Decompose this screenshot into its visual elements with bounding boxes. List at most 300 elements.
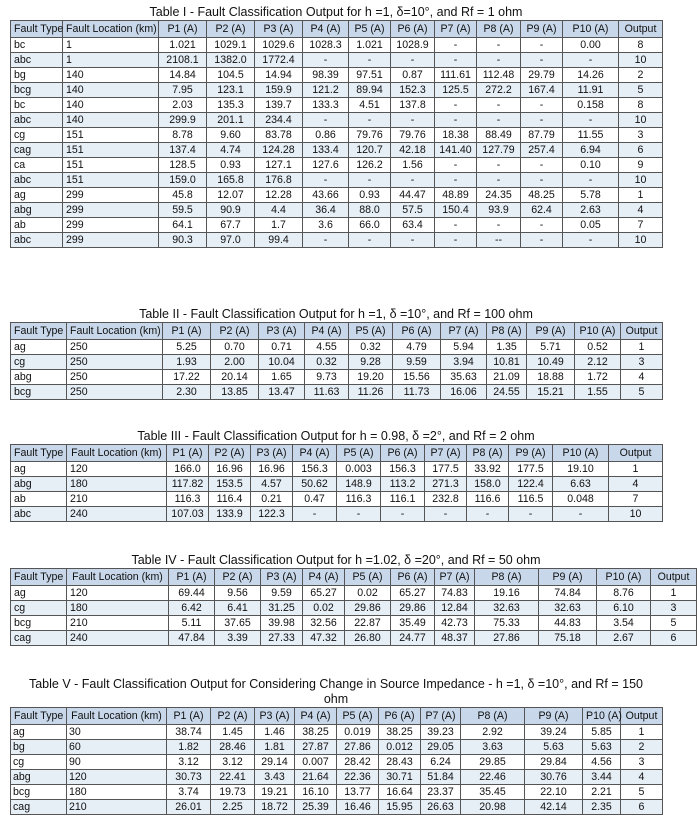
value-cell: - bbox=[435, 233, 477, 248]
output-cell: 6 bbox=[651, 631, 697, 646]
value-cell: 9.73 bbox=[305, 370, 349, 385]
fault-location-cell: 180 bbox=[67, 601, 169, 616]
value-cell: 116.1 bbox=[381, 492, 425, 507]
value-cell: - bbox=[435, 53, 477, 68]
table-row bbox=[11, 770, 663, 785]
value-cell: 22.10 bbox=[525, 785, 583, 800]
column-header: P1 (A) bbox=[167, 445, 209, 462]
column-header: P4 (A) bbox=[295, 708, 337, 725]
value-cell: 89.94 bbox=[349, 83, 391, 98]
fault-type-cell: cg bbox=[11, 128, 63, 143]
column-header: Fault Location (km) bbox=[67, 323, 163, 340]
value-cell: 38.25 bbox=[295, 725, 337, 740]
value-cell: - bbox=[435, 158, 477, 173]
value-cell: 44.83 bbox=[539, 616, 597, 631]
fault-location-cell: 250 bbox=[67, 355, 163, 370]
value-cell: 19.73 bbox=[211, 785, 255, 800]
value-cell: 6.94 bbox=[563, 143, 619, 158]
value-cell: 3.54 bbox=[597, 616, 651, 631]
value-cell: 158.0 bbox=[467, 477, 509, 492]
column-header: P5 (A) bbox=[349, 323, 393, 340]
value-cell: 271.3 bbox=[425, 477, 467, 492]
value-cell: 153.5 bbox=[209, 477, 251, 492]
value-cell: - bbox=[521, 218, 563, 233]
column-header: P5 (A) bbox=[337, 445, 381, 462]
value-cell: - bbox=[509, 507, 553, 522]
output-cell: 8 bbox=[619, 98, 663, 113]
fault-location-cell: 30 bbox=[67, 725, 167, 740]
value-cell: 90.3 bbox=[159, 233, 207, 248]
value-cell: 121.2 bbox=[303, 83, 349, 98]
value-cell: - bbox=[303, 173, 349, 188]
output-cell: 1 bbox=[621, 340, 663, 355]
value-cell: 30.71 bbox=[379, 770, 421, 785]
value-cell: 232.8 bbox=[425, 492, 467, 507]
value-cell: 4.56 bbox=[583, 755, 621, 770]
value-cell: 1.93 bbox=[163, 355, 211, 370]
value-cell: - bbox=[477, 113, 521, 128]
value-cell: 167.4 bbox=[521, 83, 563, 98]
column-header: P6 (A) bbox=[391, 21, 435, 38]
value-cell: 11.63 bbox=[305, 385, 349, 400]
value-cell: 29.14 bbox=[255, 755, 295, 770]
column-header: Fault Location (km) bbox=[67, 445, 167, 462]
value-cell: 8.76 bbox=[597, 586, 651, 601]
value-cell: 1029.6 bbox=[255, 38, 303, 53]
value-cell: - bbox=[303, 113, 349, 128]
value-cell: 24.35 bbox=[477, 188, 521, 203]
value-cell: - bbox=[477, 158, 521, 173]
value-cell: - bbox=[563, 53, 619, 68]
table-3-body bbox=[11, 462, 663, 522]
table-5-caption: Table V - Fault Classification Output for Considering Change in Source Impedance - h =1, δ =10°, and Rf = 150 ohm bbox=[28, 677, 644, 706]
output-cell: 1 bbox=[621, 725, 663, 740]
value-cell: - bbox=[521, 158, 563, 173]
fault-type-cell: cg bbox=[11, 755, 67, 770]
value-cell: 0.93 bbox=[207, 158, 255, 173]
output-cell: 4 bbox=[621, 770, 663, 785]
value-cell: 2.30 bbox=[163, 385, 211, 400]
table-1-block bbox=[10, 5, 662, 248]
fault-location-cell: 240 bbox=[67, 631, 169, 646]
value-cell: 10.49 bbox=[527, 355, 575, 370]
value-cell: 35.49 bbox=[391, 616, 435, 631]
table-row bbox=[11, 83, 663, 98]
table-row bbox=[11, 586, 697, 601]
value-cell: 47.32 bbox=[303, 631, 345, 646]
value-cell: 0.52 bbox=[575, 340, 621, 355]
column-header: P6 (A) bbox=[381, 445, 425, 462]
value-cell: - bbox=[477, 218, 521, 233]
fault-location-cell: 120 bbox=[67, 586, 169, 601]
column-header: P7 (A) bbox=[421, 708, 461, 725]
value-cell: 137.4 bbox=[159, 143, 207, 158]
value-cell: 159.0 bbox=[159, 173, 207, 188]
column-header: P2 (A) bbox=[211, 708, 255, 725]
value-cell: 137.8 bbox=[391, 98, 435, 113]
value-cell: 156.3 bbox=[381, 462, 425, 477]
fault-type-cell: bcg bbox=[11, 785, 67, 800]
value-cell: 29.86 bbox=[391, 601, 435, 616]
value-cell: 139.7 bbox=[255, 98, 303, 113]
value-cell: 10.04 bbox=[259, 355, 305, 370]
value-cell: 27.86 bbox=[475, 631, 539, 646]
value-cell: - bbox=[467, 507, 509, 522]
value-cell: 6.63 bbox=[553, 477, 609, 492]
value-cell: 3.6 bbox=[303, 218, 349, 233]
value-cell: 2.21 bbox=[583, 785, 621, 800]
value-cell: 7.95 bbox=[159, 83, 207, 98]
value-cell: - bbox=[477, 38, 521, 53]
value-cell: 24.77 bbox=[391, 631, 435, 646]
value-cell: 48.25 bbox=[521, 188, 563, 203]
value-cell: 116.3 bbox=[337, 492, 381, 507]
value-cell: - bbox=[435, 173, 477, 188]
table-row bbox=[11, 370, 663, 385]
table-row bbox=[11, 158, 663, 173]
value-cell: 63.4 bbox=[391, 218, 435, 233]
fault-location-cell: 151 bbox=[63, 173, 159, 188]
value-cell: 0.019 bbox=[337, 725, 379, 740]
column-header: P10 (A) bbox=[563, 21, 619, 38]
value-cell: 126.2 bbox=[349, 158, 391, 173]
fault-type-cell: cg bbox=[11, 601, 67, 616]
table-4-body bbox=[11, 586, 697, 646]
table-row bbox=[11, 233, 663, 248]
value-cell: 0.87 bbox=[391, 68, 435, 83]
table-5-body bbox=[11, 725, 663, 815]
value-cell: 14.84 bbox=[159, 68, 207, 83]
value-cell: - bbox=[563, 233, 619, 248]
table-row bbox=[11, 601, 697, 616]
value-cell: 3.63 bbox=[461, 740, 525, 755]
fault-type-cell: abc bbox=[11, 233, 63, 248]
value-cell: 19.20 bbox=[349, 370, 393, 385]
column-header: Fault Location (km) bbox=[67, 708, 167, 725]
value-cell: 156.3 bbox=[293, 462, 337, 477]
value-cell: 2.00 bbox=[211, 355, 259, 370]
output-cell: 1 bbox=[609, 462, 663, 477]
value-cell: 16.64 bbox=[379, 785, 421, 800]
table-row bbox=[11, 188, 663, 203]
value-cell: 27.86 bbox=[337, 740, 379, 755]
value-cell: 1772.4 bbox=[255, 53, 303, 68]
value-cell: 36.4 bbox=[303, 203, 349, 218]
column-header: Fault Type bbox=[11, 708, 67, 725]
output-cell: 5 bbox=[619, 83, 663, 98]
value-cell: 5.25 bbox=[163, 340, 211, 355]
value-cell: 75.33 bbox=[475, 616, 539, 631]
table-row bbox=[11, 143, 663, 158]
value-cell: 176.8 bbox=[255, 173, 303, 188]
table-row bbox=[11, 98, 663, 113]
table-1-caption: Table I - Fault Classification Output for h =1, δ=10°, and Rf = 1 ohm bbox=[149, 5, 523, 19]
value-cell: 33.92 bbox=[467, 462, 509, 477]
value-cell: 0.02 bbox=[303, 601, 345, 616]
value-cell: 112.48 bbox=[477, 68, 521, 83]
value-cell: 6.24 bbox=[421, 755, 461, 770]
output-cell: 2 bbox=[621, 740, 663, 755]
column-header: P1 (A) bbox=[159, 21, 207, 38]
value-cell: 148.9 bbox=[337, 477, 381, 492]
value-cell: - bbox=[521, 113, 563, 128]
value-cell: - bbox=[435, 98, 477, 113]
value-cell: 18.72 bbox=[255, 800, 295, 815]
column-header: P2 (A) bbox=[207, 21, 255, 38]
value-cell: 1.45 bbox=[211, 725, 255, 740]
value-cell: 23.37 bbox=[421, 785, 461, 800]
fault-type-cell: bg bbox=[11, 68, 63, 83]
value-cell: 38.74 bbox=[167, 725, 211, 740]
output-cell: 3 bbox=[621, 755, 663, 770]
value-cell: 28.43 bbox=[379, 755, 421, 770]
fault-location-cell: 180 bbox=[67, 785, 167, 800]
value-cell: 14.26 bbox=[563, 68, 619, 83]
output-cell: 7 bbox=[609, 492, 663, 507]
value-cell: 0.02 bbox=[345, 586, 391, 601]
value-cell: 11.91 bbox=[563, 83, 619, 98]
value-cell: 6.10 bbox=[597, 601, 651, 616]
value-cell: 1.46 bbox=[255, 725, 295, 740]
value-cell: - bbox=[391, 53, 435, 68]
value-cell: 16.96 bbox=[209, 462, 251, 477]
output-cell: 6 bbox=[621, 800, 663, 815]
value-cell: 122.3 bbox=[251, 507, 293, 522]
column-header: P8 (A) bbox=[475, 569, 539, 586]
table-row bbox=[11, 725, 663, 740]
fault-type-cell: bc bbox=[11, 98, 63, 113]
value-cell: 123.1 bbox=[207, 83, 255, 98]
value-cell: 74.84 bbox=[539, 586, 597, 601]
value-cell: 1.65 bbox=[259, 370, 305, 385]
value-cell: 6.41 bbox=[215, 601, 261, 616]
column-header: P3 (A) bbox=[251, 445, 293, 462]
column-header: P6 (A) bbox=[379, 708, 421, 725]
value-cell: 26.63 bbox=[421, 800, 461, 815]
value-cell: 98.39 bbox=[303, 68, 349, 83]
column-header: Output bbox=[619, 21, 663, 38]
value-cell: 9.56 bbox=[215, 586, 261, 601]
value-cell: 0.71 bbox=[259, 340, 305, 355]
column-header: P9 (A) bbox=[509, 445, 553, 462]
table-4-header-row bbox=[11, 569, 697, 586]
value-cell: 116.4 bbox=[209, 492, 251, 507]
fault-type-cell: ag bbox=[11, 462, 67, 477]
fault-type-cell: ab bbox=[11, 492, 67, 507]
column-header: P8 (A) bbox=[487, 323, 527, 340]
value-cell: - bbox=[425, 507, 467, 522]
value-cell: 29.05 bbox=[421, 740, 461, 755]
value-cell: 6.42 bbox=[169, 601, 215, 616]
output-cell: 7 bbox=[619, 218, 663, 233]
column-header: P5 (A) bbox=[337, 708, 379, 725]
value-cell: 88.49 bbox=[477, 128, 521, 143]
value-cell: 152.3 bbox=[391, 83, 435, 98]
table-row bbox=[11, 477, 663, 492]
output-cell: 10 bbox=[619, 173, 663, 188]
value-cell: 79.76 bbox=[391, 128, 435, 143]
value-cell: 4.55 bbox=[305, 340, 349, 355]
column-header: P7 (A) bbox=[425, 445, 467, 462]
value-cell: - bbox=[521, 38, 563, 53]
value-cell: 32.56 bbox=[303, 616, 345, 631]
value-cell: 1.021 bbox=[159, 38, 207, 53]
value-cell: 133.9 bbox=[209, 507, 251, 522]
value-cell: - bbox=[349, 233, 391, 248]
value-cell: - bbox=[477, 98, 521, 113]
column-header: P4 (A) bbox=[303, 21, 349, 38]
fault-location-cell: 250 bbox=[67, 340, 163, 355]
column-header: P1 (A) bbox=[167, 708, 211, 725]
value-cell: 133.3 bbox=[303, 98, 349, 113]
output-cell: 9 bbox=[619, 158, 663, 173]
fault-location-cell: 250 bbox=[67, 370, 163, 385]
fault-location-cell: 299 bbox=[63, 233, 159, 248]
value-cell: 21.64 bbox=[295, 770, 337, 785]
value-cell: 9.59 bbox=[393, 355, 441, 370]
table-2-caption: Table II - Fault Classification Output for h =1, δ =10°, and Rf = 100 ohm bbox=[139, 307, 533, 321]
value-cell: 111.61 bbox=[435, 68, 477, 83]
column-header: P1 (A) bbox=[163, 323, 211, 340]
value-cell: 1029.1 bbox=[207, 38, 255, 53]
value-cell: 30.76 bbox=[525, 770, 583, 785]
value-cell: 3.43 bbox=[255, 770, 295, 785]
fault-location-cell: 210 bbox=[67, 492, 167, 507]
value-cell: 2.25 bbox=[211, 800, 255, 815]
table-row bbox=[11, 340, 663, 355]
value-cell: 25.39 bbox=[295, 800, 337, 815]
table-row bbox=[11, 492, 663, 507]
fault-location-cell: 180 bbox=[67, 477, 167, 492]
value-cell: 5.63 bbox=[583, 740, 621, 755]
value-cell: 27.33 bbox=[261, 631, 303, 646]
table-row bbox=[11, 631, 697, 646]
table-3 bbox=[10, 444, 663, 522]
table-row bbox=[11, 203, 663, 218]
value-cell: 19.16 bbox=[475, 586, 539, 601]
fault-location-cell: 1 bbox=[63, 53, 159, 68]
fault-type-cell: ca bbox=[11, 158, 63, 173]
value-cell: 57.5 bbox=[391, 203, 435, 218]
column-header: P10 (A) bbox=[575, 323, 621, 340]
value-cell: 5.63 bbox=[525, 740, 583, 755]
fault-location-cell: 299 bbox=[63, 218, 159, 233]
output-cell: 3 bbox=[651, 601, 697, 616]
value-cell: 5.78 bbox=[563, 188, 619, 203]
table-row bbox=[11, 385, 663, 400]
fault-type-cell: abg bbox=[11, 203, 63, 218]
fault-type-cell: cg bbox=[11, 355, 67, 370]
value-cell: 0.012 bbox=[379, 740, 421, 755]
table-1-header-row bbox=[11, 21, 663, 38]
value-cell: 15.95 bbox=[379, 800, 421, 815]
value-cell: 88.0 bbox=[349, 203, 391, 218]
table-row bbox=[11, 740, 663, 755]
column-header: Fault Type bbox=[11, 21, 63, 38]
value-cell: 21.09 bbox=[487, 370, 527, 385]
fault-type-cell: ag bbox=[11, 586, 67, 601]
value-cell: 50.62 bbox=[293, 477, 337, 492]
value-cell: 1.56 bbox=[391, 158, 435, 173]
value-cell: 166.0 bbox=[167, 462, 209, 477]
value-cell: 0.158 bbox=[563, 98, 619, 113]
column-header: P9 (A) bbox=[527, 323, 575, 340]
column-header: P7 (A) bbox=[435, 21, 477, 38]
value-cell: 64.1 bbox=[159, 218, 207, 233]
fault-type-cell: abg bbox=[11, 370, 67, 385]
value-cell: 116.5 bbox=[509, 492, 553, 507]
value-cell: 1.7 bbox=[255, 218, 303, 233]
table-3-header-row bbox=[11, 445, 663, 462]
value-cell: 42.18 bbox=[391, 143, 435, 158]
value-cell: 22.36 bbox=[337, 770, 379, 785]
value-cell: 97.51 bbox=[349, 68, 391, 83]
column-header: Fault Location (km) bbox=[63, 21, 159, 38]
column-header: Fault Type bbox=[11, 323, 67, 340]
value-cell: 65.27 bbox=[303, 586, 345, 601]
output-cell: 1 bbox=[651, 586, 697, 601]
value-cell: - bbox=[521, 53, 563, 68]
value-cell: 0.86 bbox=[303, 128, 349, 143]
value-cell: 1028.3 bbox=[303, 38, 349, 53]
value-cell: 0.00 bbox=[563, 38, 619, 53]
value-cell: 13.47 bbox=[259, 385, 305, 400]
value-cell: 67.7 bbox=[207, 218, 255, 233]
value-cell: 127.1 bbox=[255, 158, 303, 173]
output-cell: 4 bbox=[609, 477, 663, 492]
value-cell: - bbox=[563, 173, 619, 188]
value-cell: 27.87 bbox=[295, 740, 337, 755]
value-cell: 87.79 bbox=[521, 128, 563, 143]
column-header: P2 (A) bbox=[215, 569, 261, 586]
value-cell: 107.03 bbox=[167, 507, 209, 522]
value-cell: 299.9 bbox=[159, 113, 207, 128]
value-cell: 2.92 bbox=[461, 725, 525, 740]
value-cell: 42.73 bbox=[435, 616, 475, 631]
table-5-header-row bbox=[11, 708, 663, 725]
fault-type-cell: abc bbox=[11, 507, 67, 522]
value-cell: 5.11 bbox=[169, 616, 215, 631]
value-cell: 22.46 bbox=[461, 770, 525, 785]
value-cell: 13.85 bbox=[211, 385, 259, 400]
value-cell: 16.96 bbox=[251, 462, 293, 477]
value-cell: 20.98 bbox=[461, 800, 525, 815]
column-header: P9 (A) bbox=[525, 708, 583, 725]
fault-type-cell: abc bbox=[11, 173, 63, 188]
value-cell: 16.06 bbox=[441, 385, 487, 400]
output-cell: 10 bbox=[619, 113, 663, 128]
table-row bbox=[11, 462, 663, 477]
value-cell: 90.9 bbox=[207, 203, 255, 218]
value-cell: 234.4 bbox=[255, 113, 303, 128]
value-cell: 12.84 bbox=[435, 601, 475, 616]
value-cell: 0.70 bbox=[211, 340, 259, 355]
table-2-block bbox=[10, 307, 662, 400]
value-cell: 66.0 bbox=[349, 218, 391, 233]
output-cell: 5 bbox=[651, 616, 697, 631]
column-header: P8 (A) bbox=[477, 21, 521, 38]
value-cell: 11.73 bbox=[393, 385, 441, 400]
value-cell: 4.74 bbox=[207, 143, 255, 158]
value-cell: - bbox=[521, 98, 563, 113]
column-header: P8 (A) bbox=[467, 445, 509, 462]
value-cell: 22.87 bbox=[345, 616, 391, 631]
value-cell: - bbox=[391, 113, 435, 128]
value-cell: - bbox=[337, 507, 381, 522]
table-row bbox=[11, 68, 663, 83]
value-cell: - bbox=[477, 173, 521, 188]
value-cell: 74.83 bbox=[435, 586, 475, 601]
